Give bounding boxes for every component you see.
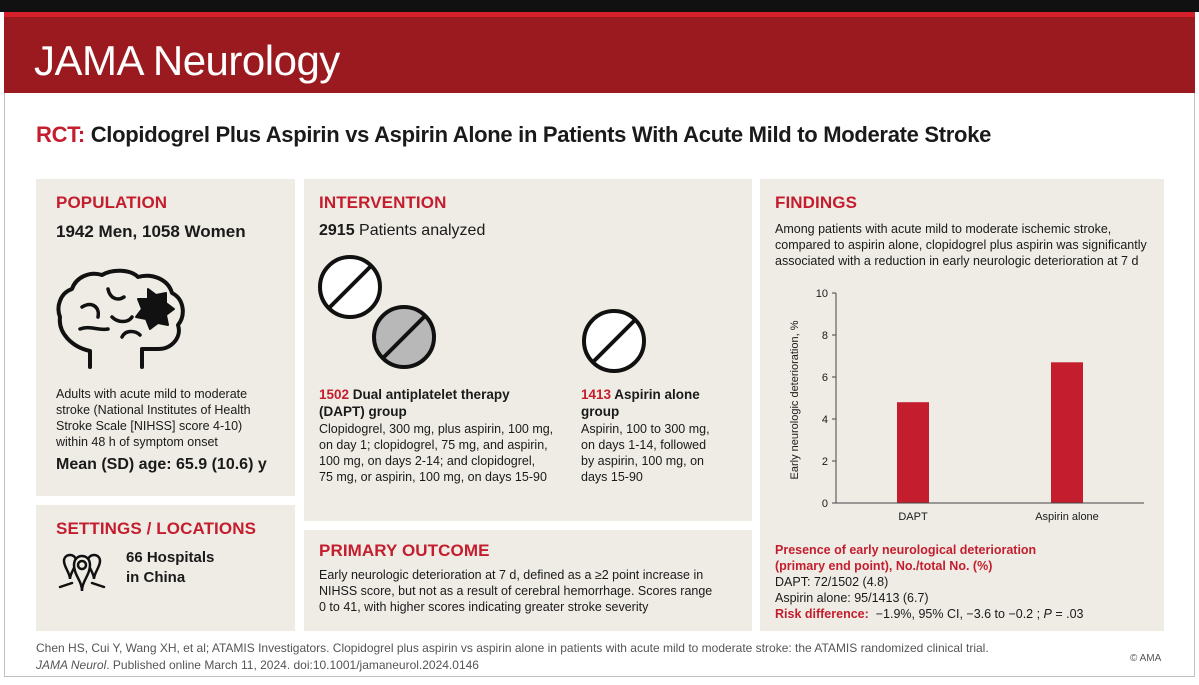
chart-x-labels — [898, 511, 1098, 523]
findings-panel — [760, 179, 1164, 631]
findings-bar-chart — [774, 279, 1150, 529]
citation-line-2: JAMA Neurol. Published online March 11, 2024. doi:10.1001/jamaneurol.2024.0146 — [36, 658, 479, 672]
page-title — [36, 122, 991, 148]
bar-dapt — [897, 402, 929, 503]
location-pins-icon — [56, 547, 108, 593]
bar-aspirin-alone — [1051, 362, 1083, 503]
dapt-result: DAPT: 72/1502 (4.8) — [775, 575, 889, 589]
aspirin-result: Aspirin alone: 95/1413 (6.7) — [775, 591, 929, 605]
population-age: Mean (SD) age: 65.9 (10.6) y — [56, 456, 267, 473]
journal-header — [4, 12, 1195, 93]
chart-y-ticks — [816, 288, 836, 510]
population-description: Adults with acute mild to moderate stroke (National Institutes of Health Stroke Scale [NIHSS] score 4-10) within 48 h of symptom onset — [56, 387, 251, 449]
population-heading: POPULATION — [56, 193, 168, 212]
settings-location: 66 Hospitals in China — [126, 549, 215, 586]
citation-line-1: Chen HS, Cui Y, Wang XH, et al; ATAMIS Investigators. Clopidogrel plus aspirin vs aspirin alone in patients with acute mild to moderate stroke: the ATAMIS randomized clinical trial. — [36, 641, 989, 655]
x-tick-label: DAPT — [898, 511, 928, 523]
aspirin-regimen: Aspirin, 100 to 300 mg, on days 1-14, followed by aspirin, 100 mg, on days 15-90 — [581, 422, 710, 484]
patients-analyzed: 2915 Patients analyzed — [319, 222, 486, 239]
chart-y-axis-label: Early neurologic deterioration, % — [789, 320, 801, 480]
chart-bars — [897, 362, 1083, 503]
aspirin-pill-icon — [580, 307, 650, 377]
population-stat: 1942 Men, 1058 Women — [56, 222, 246, 241]
copyright: © AMA — [1130, 653, 1162, 664]
dapt-pill-icon — [316, 253, 446, 373]
settings-heading: SETTINGS / LOCATIONS — [56, 519, 257, 538]
intervention-heading: INTERVENTION — [319, 193, 447, 212]
intervention-panel — [304, 179, 752, 521]
dapt-group-title: 1502 Dual antiplatelet therapy (DAPT) group — [319, 387, 510, 419]
findings-heading: FINDINGS — [775, 193, 858, 212]
y-tick-label: 0 — [821, 498, 828, 510]
title-prefix: RCT: — [36, 122, 85, 147]
outcome-description: Early neurologic deterioration at 7 d, defined as a ≥2 point increase in NIHSS score, but not as a result of cerebral hemorrhage. Scores range 0 to 41, with higher scores indicating greater stroke severity — [319, 568, 713, 614]
journal-title: JAMA Neurology — [34, 37, 340, 84]
population-panel — [36, 179, 295, 496]
y-tick-label: 8 — [821, 330, 828, 342]
primary-outcome-panel — [304, 530, 752, 631]
citation — [36, 640, 989, 674]
x-tick-label: Aspirin alone — [1035, 511, 1099, 523]
outcome-heading: PRIMARY OUTCOME — [319, 541, 490, 560]
settings-panel — [36, 505, 295, 631]
y-tick-label: 10 — [815, 288, 828, 300]
y-tick-label: 4 — [821, 414, 828, 426]
top-border — [0, 0, 1199, 12]
y-tick-label: 6 — [821, 372, 828, 384]
dapt-regimen: Clopidogrel, 300 mg, plus aspirin, 100 mg, on day 1; clopidogrel, 75 mg, and aspirin, 100 mg, on days 2-14; and clopidogrel, 75 mg, or aspirin, 100 mg, on days 15-90 — [319, 422, 554, 484]
brain-icon — [52, 267, 192, 377]
y-tick-label: 2 — [821, 456, 828, 468]
endpoint-title: Presence of early neurological deterioration (primary end point), No./total No. (%) — [775, 543, 1037, 573]
findings-summary: Among patients with acute mild to moderate ischemic stroke, compared to aspirin alone, clopidogrel plus aspirin was significantly associated with a reduction in early neurologic deterioration at 7 d — [775, 222, 1147, 268]
aspirin-group-title: 1413 Aspirin alone group — [581, 387, 700, 419]
title-text: Clopidogrel Plus Aspirin vs Aspirin Alone in Patients With Acute Mild to Moderate Stroke — [84, 122, 992, 147]
risk-difference: Risk difference: −1.9%, 95% CI, −3.6 to −0.2 ; P = .03 — [775, 607, 1084, 621]
